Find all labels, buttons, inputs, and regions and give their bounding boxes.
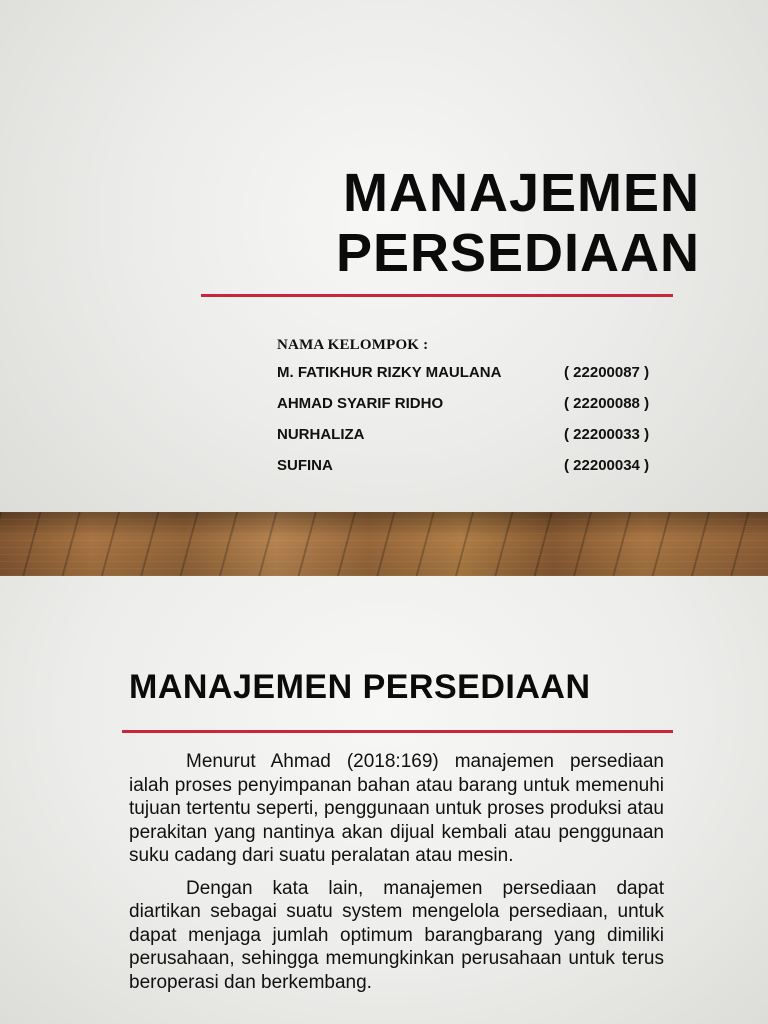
title-line-2: PERSEDIAAN xyxy=(335,223,700,283)
group-members xyxy=(277,337,697,488)
member-row xyxy=(277,395,697,426)
paragraph: Dengan kata lain, manajemen persediaan dapat diartikan sebagai suatu system mengelola persediaan, untuk dapat menjaga jumlah optimum barangbarang yang dimiliki perusahaan, sehingga memungkinkan perusahaan untuk terus beroperasi dan berkembang. xyxy=(129,877,664,993)
member-id: ( 22200088 ) xyxy=(564,395,650,412)
wooden-floor-decoration xyxy=(0,512,768,576)
member-name: SUFINA xyxy=(277,457,333,474)
title-divider xyxy=(201,294,673,297)
content-title: MANAJEMEN PERSEDIAAN xyxy=(129,668,591,706)
member-name: AHMAD SYARIF RIDHO xyxy=(277,395,444,412)
content-slide xyxy=(0,576,768,1024)
member-row xyxy=(277,426,697,457)
content-divider xyxy=(122,730,673,733)
title-line-1: MANAJEMEN xyxy=(342,163,700,223)
member-id: ( 22200033 ) xyxy=(564,426,650,443)
member-id: ( 22200087 ) xyxy=(564,364,650,381)
content-body xyxy=(129,750,664,1003)
member-id: ( 22200034 ) xyxy=(564,457,650,474)
member-name: M. FATIKHUR RIZKY MAULANA xyxy=(277,364,502,381)
member-row xyxy=(277,364,697,395)
paragraph: Menurut Ahmad (2018:169) manajemen persediaan ialah proses penyimpanan bahan atau barang untuk memenuhi tujuan tertentu seperti, penggunaan untuk proses produksi atau perakitan yang nantinya akan dijual kembali atau penggunaan suku cadang dari suatu peralatan atau mesin. xyxy=(129,751,664,866)
member-row xyxy=(277,457,697,488)
slide-title xyxy=(336,163,700,283)
members-heading: NAMA KELOMPOK : xyxy=(277,337,429,353)
member-name: NURHALIZA xyxy=(277,426,365,443)
